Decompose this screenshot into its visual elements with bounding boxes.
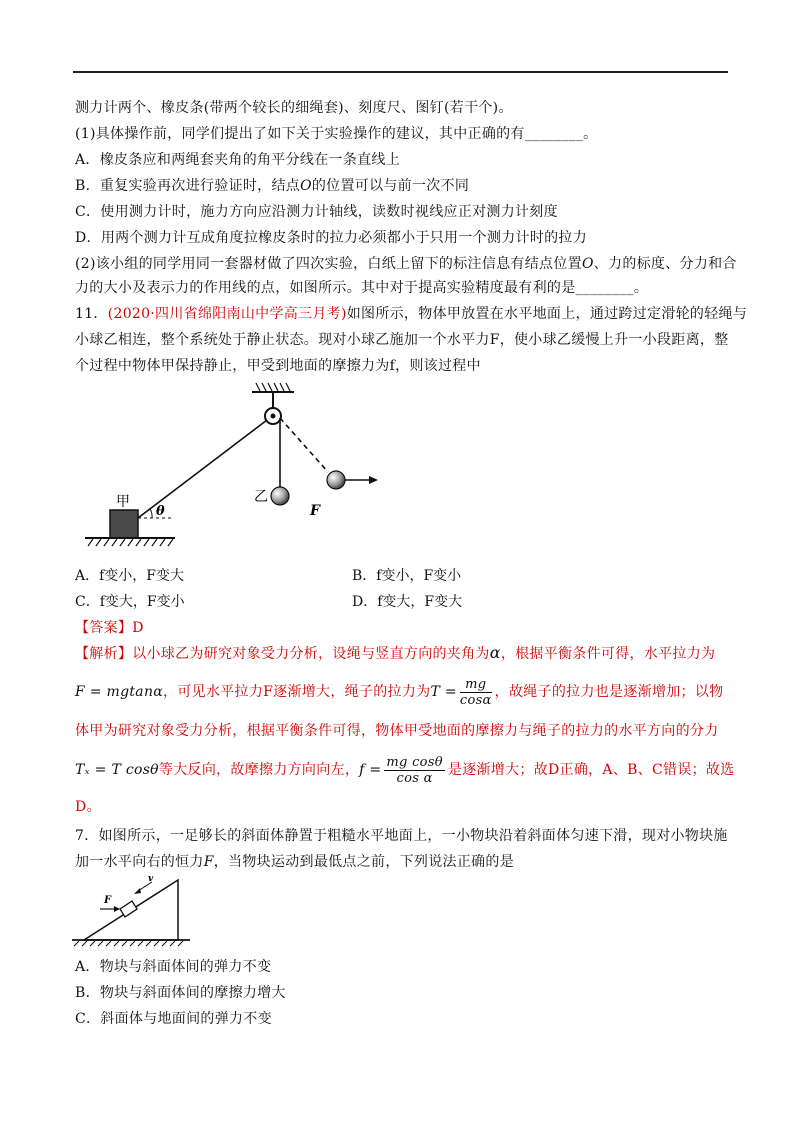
fraction-denominator: cosα [459, 692, 492, 708]
text-line: (1)具体操作前，同学们提出了如下关于实验操作的建议，其中正确的有________。 [75, 126, 598, 142]
math-alpha: α [489, 643, 501, 662]
analysis-tag: 【解析】 [75, 646, 133, 662]
text-segment: 是逐渐增大；故D正确，A、B、C错误；故选 [447, 762, 735, 778]
analysis-line: 体甲为研究对象受力分析，根据平衡条件可得，物体甲受地面的摩擦力与绳子的拉力的水平方向的分力 [75, 723, 719, 739]
analysis-line [75, 752, 735, 788]
ball-yi-moved [327, 471, 345, 489]
question-number: 11． [75, 306, 108, 322]
ground-hatch [74, 941, 183, 946]
label-yi: 乙 [254, 489, 268, 505]
option-c: C．f变大，F变小 [75, 594, 185, 610]
text-segment: ，根据平衡条件可得，水平拉力为 [500, 646, 716, 662]
option-b: B．物块与斜面体间的摩擦力增大 [75, 985, 286, 1001]
ceiling-hatch [256, 383, 290, 391]
fraction-numerator: mg cosθ [386, 754, 443, 770]
angle-arc [150, 509, 152, 518]
velocity-arrow-head [134, 888, 141, 894]
fraction-numerator: mg [460, 677, 492, 693]
math-var: F [203, 854, 214, 870]
math-var: O [581, 256, 594, 272]
block-jia [110, 510, 138, 538]
option-line [75, 176, 469, 196]
label-jia: 甲 [116, 494, 130, 510]
option-line: C．使用测力计时，施力方向应沿测力计轴线，读数时视线应正对测力计刻度 [75, 204, 558, 220]
text-segment: 如图所示，物体甲放置在水平地面上，通过跨过定滑轮的轻绳与 [346, 306, 748, 322]
formula-T-lhs: T = [430, 684, 457, 700]
math-var: O [300, 178, 312, 194]
question-7-line: 7．如图所示，一足够长的斜面体静置于粗糙水平地面上，一小物块沿着斜面体匀速下滑，现对小物块施 [75, 828, 728, 844]
option-c: C．斜面体与地面间的弹力不变 [75, 1011, 272, 1027]
force-arrow-head [114, 906, 120, 912]
ball-yi [271, 487, 289, 505]
fraction-T [460, 677, 492, 708]
incline-figure [70, 872, 200, 948]
pulley-axle [271, 414, 276, 419]
text-segment: 、力的标度、分力和合 [593, 256, 737, 272]
text-line [75, 254, 737, 274]
option-line: A．橡皮条应和两绳套夹角的角平分线在一条直线上 [75, 152, 401, 168]
option-d: D．f变大，F变大 [352, 594, 463, 610]
fraction-f [384, 755, 445, 786]
text-line: 力的大小及表示力的作用线的点，如图所示。其中对于提高实验精度最有利的是________。 [75, 280, 649, 296]
pulley-figure [80, 380, 400, 555]
ground-hatch [88, 539, 173, 546]
text-line: 测力计两个、橡皮条(带两个较长的细绳套)、刻度尺、图钉(若干个)。 [75, 100, 513, 116]
text-segment: 加一水平向右的恒力 [75, 854, 204, 870]
analysis-line [75, 675, 723, 709]
text-segment: B．重复实验再次进行验证时，结点 [75, 178, 301, 194]
label-F: F [104, 895, 112, 906]
text-segment: 以小球乙为研究对象受力分析，设绳与竖直方向的夹角为 [132, 646, 490, 662]
text-line [75, 852, 514, 872]
rope-dashed [280, 418, 328, 472]
text-segment: 的位置可以与前一次不同 [311, 178, 470, 194]
answer-value: D [132, 620, 144, 636]
label-theta: θ [156, 504, 165, 519]
label-F: F [310, 503, 320, 519]
text-line: 小球乙相连，整个系统处于静止状态。现对小球乙施加一个水平力F，使小球乙缓慢上升一小段距离，整 [75, 332, 729, 348]
answer-tag: 【答案】 [75, 620, 133, 636]
text-line: 个过程中物体甲保持静止，甲受到地面的摩擦力为f，则该过程中 [75, 358, 481, 374]
option-line: D．用两个测力计互成角度拉橡皮条时的拉力必须都小于只用一个测力计时的拉力 [75, 230, 588, 246]
formula-Tx: Tₓ = T cosθ [75, 762, 159, 778]
text-segment: ，可见水平拉力F逐渐增大，绳子的拉力为 [163, 684, 431, 700]
force-arrow-head [369, 476, 378, 484]
formula-f-lhs: f = [359, 762, 382, 778]
answer-line [75, 618, 144, 638]
option-a: A．f变小，F变大 [75, 568, 185, 584]
text-segment: (2)该小组的同学用同一套器材做了四次实验，白纸上留下的标注信息有结点位置 [75, 256, 582, 272]
label-v: v [148, 874, 154, 884]
header-rule [73, 71, 728, 73]
option-a: A．物块与斜面体间的弹力不变 [75, 959, 272, 975]
formula-F: F = mgtanα [75, 684, 164, 700]
option-b: B．f变小，F变小 [352, 568, 462, 584]
analysis-line [75, 643, 715, 664]
analysis-line: D。 [75, 799, 101, 815]
text-segment: ，故绳子的拉力也是逐渐增加；以物 [494, 684, 724, 700]
question-11-line [75, 304, 747, 324]
fraction-denominator: cos α [396, 770, 433, 786]
question-source: (2020·四川省绵阳南山中学高三月考) [107, 306, 347, 322]
text-segment: 等大反向，故摩擦力方向向左， [158, 762, 360, 778]
text-segment: ，当物块运动到最低点之前，下列说法正确的是 [213, 854, 515, 870]
